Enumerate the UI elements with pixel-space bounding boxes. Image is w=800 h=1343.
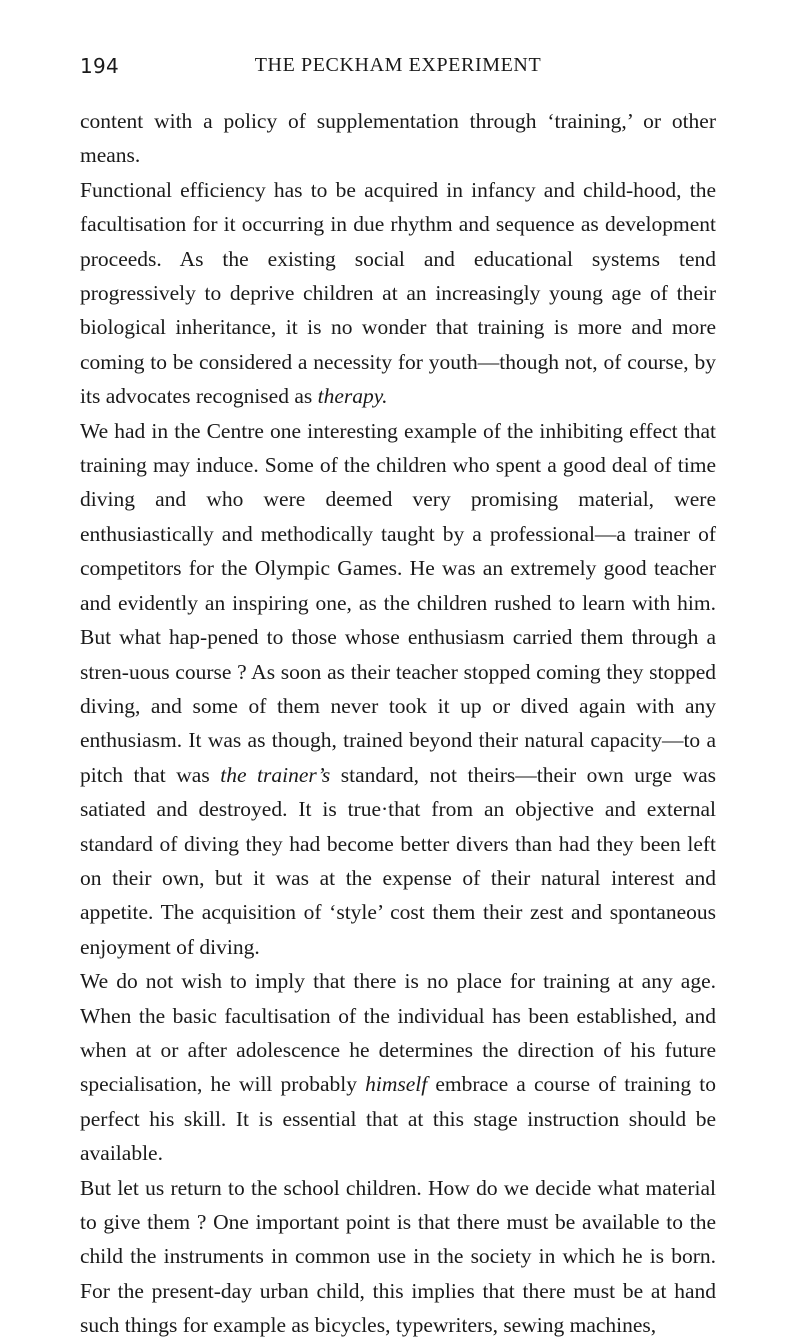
book-page [80,54,716,1343]
text-segment: content with a policy of supplementation through ‘training,’ or other means. [80,109,716,168]
text-segment: standard, not theirs—their own urge was satiated and destroyed. It is true·that from an objective and external standard of diving they had become better divers than had they been left on their own, but it was at the expense of their natural interest and appetite. The acquisition of ‘style’ cost them their zest and spontaneous enjoyment of diving. [80,762,716,959]
text-segment: We do not wish to imply that there is no place for training at any age. When the basic facultisation of the individual has been established, and when at or after adolescence he determines the direction of his future specialisation, he will probably [80,969,716,1097]
text-segment: embrace a course of training to perfect his skill. It is essential that at this stage instruction should be available. [80,1072,716,1166]
paragraph-3 [80,414,716,965]
italic-text-segment: himself [365,1072,428,1097]
body-text [80,104,716,1343]
paragraph-4 [80,964,716,1170]
page-number: 194 [80,54,120,78]
italic-text-segment: therapy. [317,384,388,409]
paragraph-1 [80,104,716,173]
running-head [80,54,716,88]
italic-text-segment: the trainer’s [220,762,331,787]
text-segment: Functional efficiency has to be acquired in infancy and child-hood, the facultisation for it occurring in due rhythm and sequence as development proceeds. As the existing social and educational systems tend progressively to deprive children at an increasingly young age of their biological inheritance, it is no wonder that training is more and more coming to be considered a necessity for youth—though not, of course, by its advocates recognised as [80,177,716,409]
paragraph-5 [80,1171,716,1343]
text-segment: We had in the Centre one interesting example of the inhibiting effect that training may induce. Some of the children who spent a good deal of time diving and who were deemed very promising material, were enthusiastically and methodically taught by a professional—a trainer of competitors for the Olympic Games. He was an extremely good teacher and evidently an inspiring one, as the children rushed to learn with him. But what hap-pened to those whose enthusiasm carried them through a stren-uous course ? As soon as their teacher stopped coming they stopped diving, and some of them never took it up or dived again with any enthusiasm. It was as though, trained beyond their natural capacity—to a pitch that was [80,418,716,787]
text-segment: But let us return to the school children. How do we decide what material to give them ? One important point is that there must be available to the child the instruments in common use in the society in which he is born. For the present-day urban child, this implies that there must be at hand such things for example as bicycles, typewriters, sewing machines, [80,1175,716,1338]
paragraph-2 [80,173,716,414]
running-title: THE PECKHAM EXPERIMENT [254,54,542,76]
